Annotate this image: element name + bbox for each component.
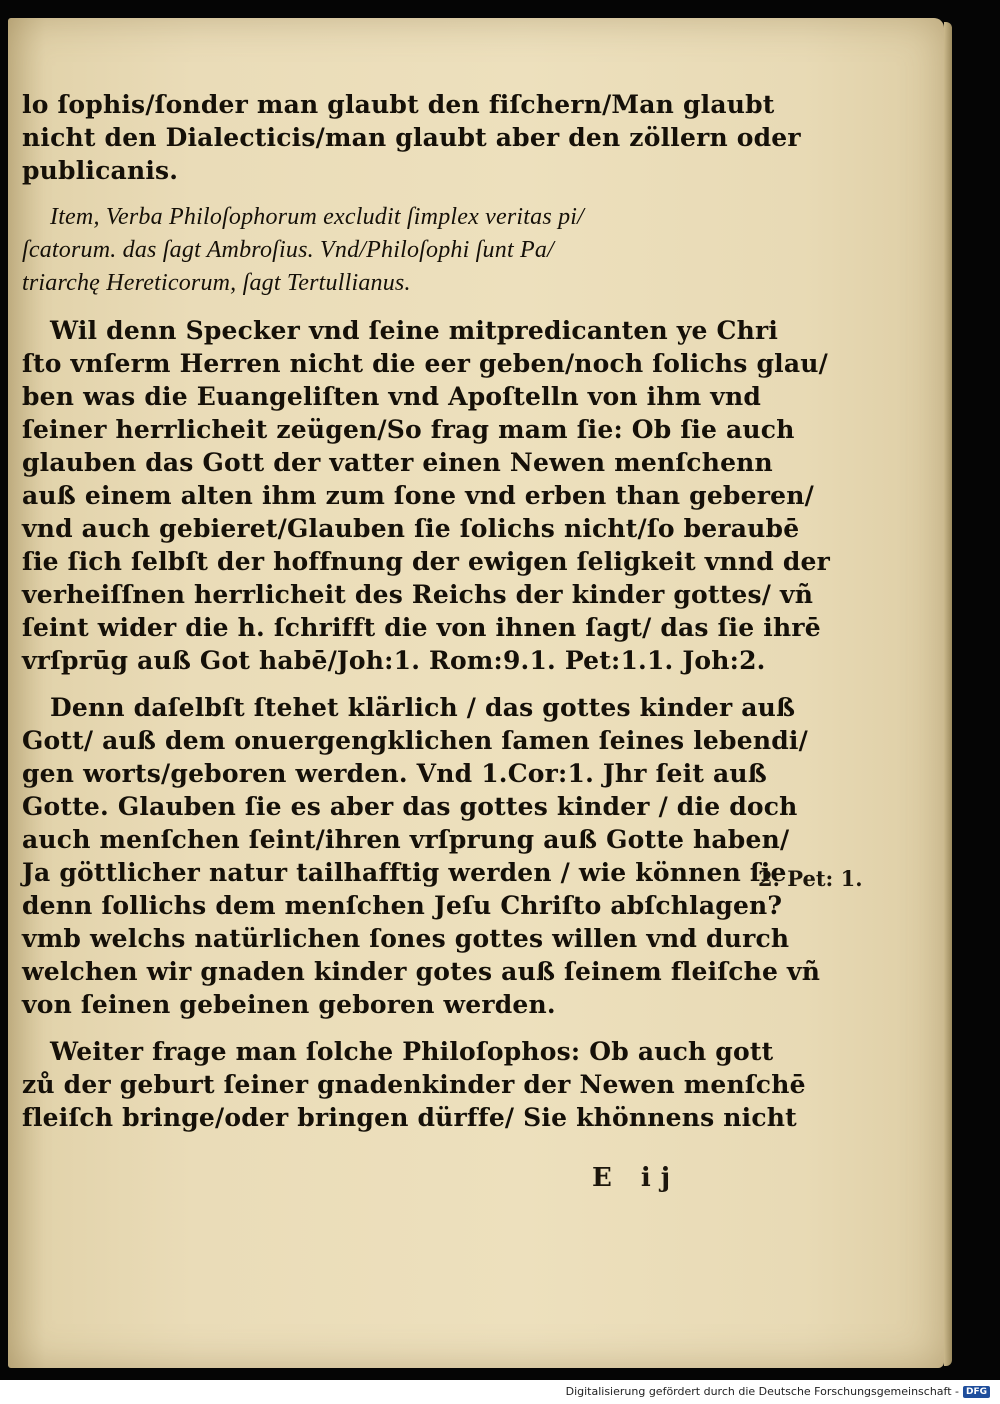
- text-line: gen worts/geboren werden. Vnd 1.Cor:1. Jhr ſeit auß: [22, 759, 767, 788]
- text-line: lo ſophis/ſonder man glaubt den fiſchern/Man glaubt: [22, 90, 775, 119]
- text-line: zů der geburt ſeiner gnadenkinder der Newen menſchē: [22, 1070, 806, 1099]
- text-line: glauben das Gott der vatter einen Newen menſchenn: [22, 448, 773, 477]
- text-line: ſcatorum. das ſagt Ambroſius. Vnd/Philoſophi ſunt Pa/: [22, 237, 554, 263]
- text-line: Weiter frage man ſolche Philoſophos: Ob auch gott: [50, 1037, 774, 1066]
- text-line: denn ſollichs dem menſchen Jeſu Chriſto abſchlagen?: [22, 891, 783, 920]
- text-line: Item, Verba Philoſophorum excludit ſimplex veritas pi/: [50, 204, 585, 230]
- footer-credit-text: Digitalisierung gefördert durch die Deutsche Forschungsgemeinschaft -: [565, 1385, 959, 1398]
- text-line: Denn daſelbſt ſtehet klärlich / das gottes kinder auß: [50, 693, 796, 722]
- text-line: Gott/ auß dem onuergengklichen ſamen ſeines lebendi/: [22, 726, 808, 755]
- text-line: ſeiner herrlicheit zeügen/So frag mam ſie: Ob ſie auch: [22, 415, 795, 444]
- text-line: welchen wir gnaden kinder gotes auß ſeinem fleiſche vñ: [22, 957, 821, 986]
- text-line: vnd auch gebieret/Glauben ſie ſolichs nicht/ſo beraubē: [22, 514, 800, 543]
- text-line: fleiſch bringe/oder bringen dürffe/ Sie khönnens nicht: [22, 1103, 797, 1132]
- text-line: ſie ſich ſelbſt der hoffnung der ewigen ſeligkeit vnnd der: [22, 547, 830, 576]
- text-line: nicht den Dialecticis/man glaubt aber den zöllern oder: [22, 123, 801, 152]
- dfg-logo-icon: DFG: [963, 1386, 990, 1398]
- text-line: Ja göttlicher natur tailhafftig werden / wie können ſie: [22, 858, 787, 887]
- margin-note: 2. Pet: 1.: [758, 866, 863, 891]
- text-line: triarchę Hereticorum, ſagt Tertullianus.: [22, 270, 411, 296]
- text-line: verheiſſnen herrlicheit des Reichs der kinder gottes/ vñ: [22, 580, 814, 609]
- text-line: auß einem alten ihm zum ſone vnd erben than geberen/: [22, 481, 814, 510]
- text-line: ſto vnſerm Herren nicht die eer geben/noch ſolichs glau/: [22, 349, 828, 378]
- text-line: Gotte. Glauben ſie es aber das gottes kinder / die doch: [22, 792, 798, 821]
- text-line: ſeint wider die h. ſchrifft die von ihnen ſagt/ das ſie ihrē: [22, 613, 821, 642]
- text-line: publicanis.: [22, 156, 179, 185]
- text-line: vmb welchs natürlichen ſones gottes willen vnd durch: [22, 924, 790, 953]
- text-line: Wil denn Specker vnd ſeine mitpredicanten ye Chri: [50, 316, 779, 345]
- page-edge: [944, 22, 952, 1366]
- signature-mark: E ij: [592, 1163, 681, 1193]
- text-line: von ſeinen gebeinen geboren werden.: [22, 990, 556, 1019]
- footer-credit: [566, 1385, 990, 1398]
- text-line: ben was die Euangeliſten vnd Apoſtelln von ihm vnd: [22, 382, 762, 411]
- text-line: vrſprūg auß Got habē/Joh:1. Rom:9.1. Pet:1.1. Joh:2.: [22, 646, 766, 675]
- text-line: auch menſchen ſeint/ihren vrſprung auß Gotte haben/: [22, 825, 790, 854]
